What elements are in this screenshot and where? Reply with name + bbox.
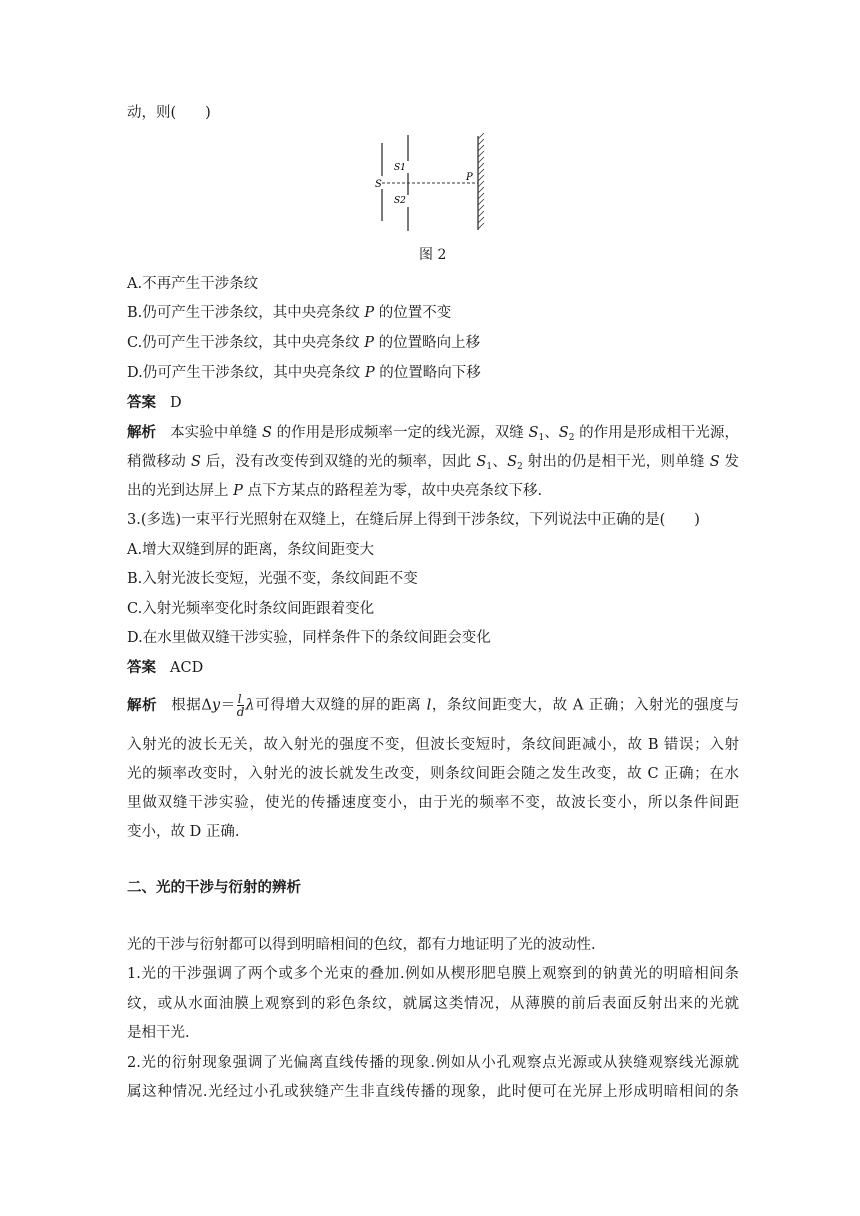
point1-line2: 纹，或从水面油膜上观察到的彩色条纹，就属这类情况，从薄膜的前后表面反射出来的光就 bbox=[127, 996, 739, 1012]
q2-option-b: B.仍可产生干涉条纹，其中央亮条纹 P 的位置不变 bbox=[127, 305, 452, 321]
label-p: P bbox=[466, 172, 473, 183]
q2-analysis-line2: 稍微移动 S 后，没有改变传到双缝的光的频率，因此 $S_1$、$S_2$ 射出的仍是相干光，则单缝 S 发 bbox=[127, 454, 740, 472]
q3-analysis-line5: 变小，故 D 正确. bbox=[127, 824, 240, 840]
point1-line1: 1.光的干涉强调了两个或多个光束的叠加.例如从楔形肥皂膜上观察到的钠黄光的明暗相间条 bbox=[127, 966, 739, 982]
figure-caption: 图 2 bbox=[419, 247, 447, 263]
q3-analysis-line3: 光的频率改变时，入射光的波长就发生改变，则条纹间距会随之发生改变，故 C 正确；在水 bbox=[127, 766, 739, 782]
q3-stem: 3.(多选)一束平行光照射在双缝上，在缝后屏上得到干涉条纹，下列说法中正确的是( ) bbox=[127, 512, 700, 528]
screen-hatching bbox=[478, 133, 484, 229]
q2-analysis-line1: 解析 本实验中单缝 S 的作用是形成频率一定的线光源，双缝 $S_1$、$S_2$ 的作用是形成相干光源， bbox=[127, 425, 740, 443]
q2-option-a: A.不再产生干涉条纹 bbox=[127, 276, 259, 292]
q3-answer: 答案 ACD bbox=[127, 660, 204, 676]
q3-analysis-line1: 解析 根据Δy＝ $\frac{l}{d}$ λ可得增大双缝的屏的距离 l，条纹间距变大，故 A 正确；入射光的强度与 bbox=[127, 692, 739, 719]
q3-analysis-line4: 里做双缝干涉实验，使光的传播速度变小，由于光的频率不变，故波长变小，所以条件间距 bbox=[127, 795, 739, 811]
q3-analysis-line2: 入射光的波长无关，故入射光的强度不变，但波长变短时，条纹间距减小，故 B 错误；入射 bbox=[127, 737, 739, 753]
q3-option-b: B.入射光波长变短，光强不变，条纹间距不变 bbox=[127, 571, 418, 587]
q3-option-d: D.在水里做双缝干涉实验，同样条件下的条纹间距会变化 bbox=[127, 630, 491, 646]
double-slit-diagram bbox=[370, 133, 495, 235]
point1-line3: 是相干光. bbox=[127, 1025, 190, 1041]
section-heading: 二、光的干涉与衍射的辨析 bbox=[127, 880, 301, 896]
q2-option-c: C.仍可产生干涉条纹，其中央亮条纹 P 的位置略向上移 bbox=[127, 335, 481, 351]
q2-option-d: D.仍可产生干涉条纹，其中央亮条纹 P 的位置略向下移 bbox=[127, 365, 481, 381]
point2-line2: 属这种情况.光经过小孔或狭缝产生非直线传播的现象，此时便可在光屏上形成明暗相间的条 bbox=[127, 1084, 739, 1100]
section-intro: 光的干涉与衍射都可以得到明暗相间的色纹，都有力地证明了光的波动性. bbox=[127, 937, 596, 953]
q2-stem-tail: 动，则( ) bbox=[127, 105, 211, 121]
label-s2: S2 bbox=[394, 196, 406, 206]
label-s: S bbox=[375, 179, 382, 190]
q3-option-c: C.入射光频率变化时条纹间距跟着变化 bbox=[127, 601, 375, 617]
fraction-l-over-d: $\frac{l}{d}$ bbox=[236, 692, 245, 719]
point2-line1: 2.光的衍射现象强调了光偏离直线传播的现象.例如从小孔观察点光源或从狭缝观察线光源就 bbox=[127, 1055, 739, 1071]
label-s1: S1 bbox=[394, 163, 406, 173]
q2-analysis-line3: 出的光到达屏上 P 点下方某点的路程差为零，故中央亮条纹下移. bbox=[127, 483, 543, 499]
q2-answer: 答案 D bbox=[127, 395, 182, 411]
q3-option-a: A.增大双缝到屏的距离，条纹间距变大 bbox=[127, 542, 375, 558]
